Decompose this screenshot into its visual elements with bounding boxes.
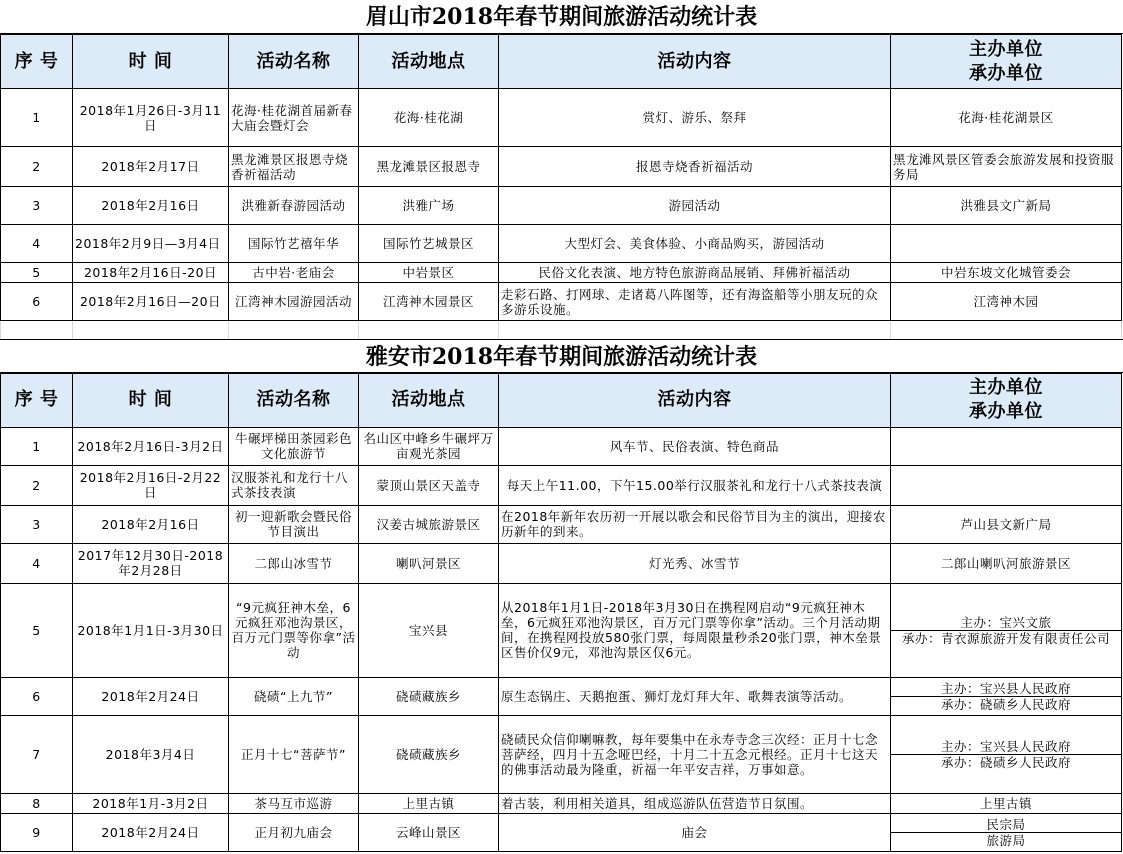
header-host	[891, 35, 1122, 89]
table-row	[1, 263, 1122, 283]
spacer-row	[1, 321, 1122, 339]
cell-organizer: 旅游局	[891, 832, 1121, 848]
table-row	[1, 813, 1122, 851]
blank-cell	[499, 321, 891, 339]
cell-time: 2018年2月16日	[73, 187, 229, 225]
cell-place: 中岩景区	[359, 263, 499, 283]
cell-content: 风车节、民俗表演、特色商品	[499, 427, 891, 465]
header-name: 活动名称	[229, 373, 359, 427]
header-host-label: 主办单位	[969, 377, 1043, 398]
cell-place: 蒙顶山景区天盖寺	[359, 465, 499, 505]
cell-time: 2018年2月16日—20日	[73, 283, 229, 321]
table-row	[1, 225, 1122, 263]
cell-place: 洪雅广场	[359, 187, 499, 225]
cell-seq: 4	[1, 225, 73, 263]
cell-name: 正月十七“菩萨节”	[229, 715, 359, 793]
cell-place: 江湾神木园景区	[359, 283, 499, 321]
cell-name: 汉服茶礼和龙行十八式茶技表演	[229, 465, 359, 505]
blank-cell	[891, 321, 1122, 339]
cell-time: 2018年2月24日	[73, 677, 229, 715]
cell-name: 洪雅新春游园活动	[229, 187, 359, 225]
cell-name: “9元疯狂神木垒，6元疯狂邓池沟景区，百万元门票等你拿”活动	[229, 583, 359, 677]
blank-cell	[229, 321, 359, 339]
cell-time: 2018年2月16日-20日	[73, 263, 229, 283]
table-row	[1, 505, 1122, 543]
cell-host-split	[891, 715, 1122, 793]
cell-host-split	[891, 677, 1122, 715]
header-organizer-label: 承办单位	[969, 62, 1043, 84]
header-host-label: 主办单位	[969, 38, 1043, 60]
cell-place: 名山区中峰乡牛碾坪万亩观光茶园	[359, 427, 499, 465]
cell-host: 主办：宝兴县人民政府	[940, 738, 1071, 754]
cell-seq: 6	[1, 283, 73, 321]
cell-organizer: 承办：硗碛乡人民政府	[891, 754, 1121, 770]
cell-time: 2018年2月17日	[73, 147, 229, 187]
header-seq: 序 号	[1, 373, 73, 427]
blank-cell	[73, 321, 229, 339]
cell-name: 花海·桂花湖首届新春大庙会暨灯会	[229, 89, 359, 147]
cell-name: 初一迎新歌会暨民俗节目演出	[229, 505, 359, 543]
cell-name: 正月初九庙会	[229, 813, 359, 851]
cell-time: 2018年2月16日	[73, 505, 229, 543]
cell-host: 黑龙滩风景区管委会旅游发展和投资服务局	[891, 147, 1122, 187]
header-host	[891, 373, 1122, 427]
cell-content: 庙会	[499, 813, 891, 851]
header-content: 活动内容	[499, 373, 891, 427]
cell-content: 原生态锅庄、天鹅抱蛋、狮灯龙灯拜大年、歌舞表演等活动。	[499, 677, 891, 715]
cell-host	[891, 225, 1122, 263]
cell-name: 二郎山冰雪节	[229, 543, 359, 583]
cell-content: 每天上午11.00，下午15.00举行汉服茶礼和龙行十八式茶技表演	[499, 465, 891, 505]
cell-content: 游园活动	[499, 187, 891, 225]
cell-seq: 1	[1, 427, 73, 465]
table-row	[1, 427, 1122, 465]
cell-time: 2018年2月16日-2月22日	[73, 465, 229, 505]
cell-seq: 3	[1, 505, 73, 543]
cell-seq: 5	[1, 263, 73, 283]
table-row	[1, 543, 1122, 583]
cell-seq: 8	[1, 793, 73, 813]
header-row	[1, 373, 1122, 427]
cell-time: 2017年12月30日-2018年2月28日	[73, 543, 229, 583]
cell-time: 2018年2月9日—3月4日	[73, 225, 229, 263]
table-row	[1, 283, 1122, 321]
cell-place: 硗碛藏族乡	[359, 677, 499, 715]
blank-cell	[1, 321, 73, 339]
cell-host: 主办：宝兴县人民政府	[940, 680, 1071, 696]
cell-time: 2018年2月24日	[73, 813, 229, 851]
header-time: 时 间	[73, 35, 229, 89]
cell-seq: 9	[1, 813, 73, 851]
header-organizer-label: 承办单位	[969, 401, 1043, 422]
table-row	[1, 465, 1122, 505]
cell-seq: 1	[1, 89, 73, 147]
cell-host: 芦山县文新广局	[891, 505, 1122, 543]
cell-name: 古中岩·老庙会	[229, 263, 359, 283]
cell-content: 大型灯会、美食体验、小商品购买，游园活动	[499, 225, 891, 263]
cell-seq: 7	[1, 715, 73, 793]
cell-name: 黑龙滩景区报恩寺烧香祈福活动	[229, 147, 359, 187]
cell-host: 江湾神木园	[891, 283, 1122, 321]
cell-seq: 3	[1, 187, 73, 225]
cell-place: 云峰山景区	[359, 813, 499, 851]
cell-seq: 2	[1, 147, 73, 187]
cell-host: 上里古镇	[891, 793, 1122, 813]
cell-time: 2018年2月16日-3月2日	[73, 427, 229, 465]
cell-host	[891, 465, 1122, 505]
cell-content: 民俗文化表演、地方特色旅游商品展销、拜佛祈福活动	[499, 263, 891, 283]
cell-host: 二郎山喇叭河旅游景区	[891, 543, 1122, 583]
header-name: 活动名称	[229, 35, 359, 89]
cell-place: 宝兴县	[359, 583, 499, 677]
cell-name: 国际竹艺禧年华	[229, 225, 359, 263]
cell-host: 洪雅县文广新局	[891, 187, 1122, 225]
table-row	[1, 187, 1122, 225]
header-place: 活动地点	[359, 373, 499, 427]
cell-content: 走彩石路、打网球、走诸葛八阵图等，还有海盗船等小朋友玩的众多游乐设施。	[499, 283, 891, 321]
cell-content: 赏灯、游乐、祭拜	[499, 89, 891, 147]
yaan-table	[0, 373, 1122, 852]
cell-content: 从2018年1月1日-2018年3月30日在携程网启动“9元疯狂神木垒，6元疯狂邓池沟景区，百万元门票等你拿”活动。三个月活动期间，在携程网投放580张门票，每周限量秒杀20张门票，神木垒景区售价仅9元，邓池沟景区仅6元。	[499, 583, 891, 677]
cell-content: 灯光秀、冰雪节	[499, 543, 891, 583]
table-row	[1, 677, 1122, 715]
cell-time: 2018年3月4日	[73, 715, 229, 793]
table-row	[1, 583, 1122, 677]
cell-host-split	[891, 583, 1122, 677]
header-row	[1, 35, 1122, 89]
cell-content: 在2018年新年农历初一开展以歌会和民俗节目为主的演出，迎接农历新年的到来。	[499, 505, 891, 543]
cell-host-split	[891, 813, 1122, 851]
cell-place: 喇叭河景区	[359, 543, 499, 583]
cell-place: 黑龙滩景区报恩寺	[359, 147, 499, 187]
cell-seq: 2	[1, 465, 73, 505]
cell-name: 茶马互市巡游	[229, 793, 359, 813]
cell-place: 国际竹艺城景区	[359, 225, 499, 263]
header-place: 活动地点	[359, 35, 499, 89]
cell-content: 硗碛民众信仰喇嘛教，每年要集中在永寿寺念三次经：正月十七念菩萨经，四月十五念哑巴经，十月二十五念元根经。正月十七这天的佛事活动最为隆重，祈福一年平安吉祥，万事如意。	[499, 715, 891, 793]
cell-host: 花海·桂花湖景区	[891, 89, 1122, 147]
meishan-table	[0, 34, 1122, 339]
header-time: 时 间	[73, 373, 229, 427]
cell-host: 主办：宝兴文旅	[960, 614, 1052, 630]
cell-host	[891, 427, 1122, 465]
cell-content: 着古装，利用相关道具，组成巡游队伍营造节日氛围。	[499, 793, 891, 813]
cell-content: 报恩寺烧香祈福活动	[499, 147, 891, 187]
cell-seq: 4	[1, 543, 73, 583]
cell-time: 2018年1月1日-3月30日	[73, 583, 229, 677]
cell-seq: 5	[1, 583, 73, 677]
cell-name: 硗碛“上九节”	[229, 677, 359, 715]
meishan-title: 眉山市2018年春节期间旅游活动统计表	[0, 0, 1123, 34]
cell-place: 硗碛藏族乡	[359, 715, 499, 793]
blank-cell	[359, 321, 499, 339]
cell-place: 上里古镇	[359, 793, 499, 813]
cell-organizer: 承办：青衣源旅游开发有限责任公司	[891, 630, 1121, 646]
table-row	[1, 715, 1122, 793]
header-seq: 序 号	[1, 35, 73, 89]
yaan-title: 雅安市2018年春节期间旅游活动统计表	[0, 339, 1123, 373]
cell-seq: 6	[1, 677, 73, 715]
table-row	[1, 793, 1122, 813]
cell-place: 花海·桂花湖	[359, 89, 499, 147]
header-content: 活动内容	[499, 35, 891, 89]
cell-organizer: 承办：硗碛乡人民政府	[891, 696, 1121, 712]
table-row	[1, 89, 1122, 147]
cell-place: 汉姜古城旅游景区	[359, 505, 499, 543]
cell-time: 2018年1月26日-3月11日	[73, 89, 229, 147]
cell-host: 中岩东坡文化城管委会	[891, 263, 1122, 283]
cell-name: 牛碾坪梯田茶园彩色文化旅游节	[229, 427, 359, 465]
cell-time: 2018年1月-3月2日	[73, 793, 229, 813]
table-row	[1, 147, 1122, 187]
cell-host: 民宗局	[986, 816, 1026, 832]
cell-name: 江湾神木园游园活动	[229, 283, 359, 321]
